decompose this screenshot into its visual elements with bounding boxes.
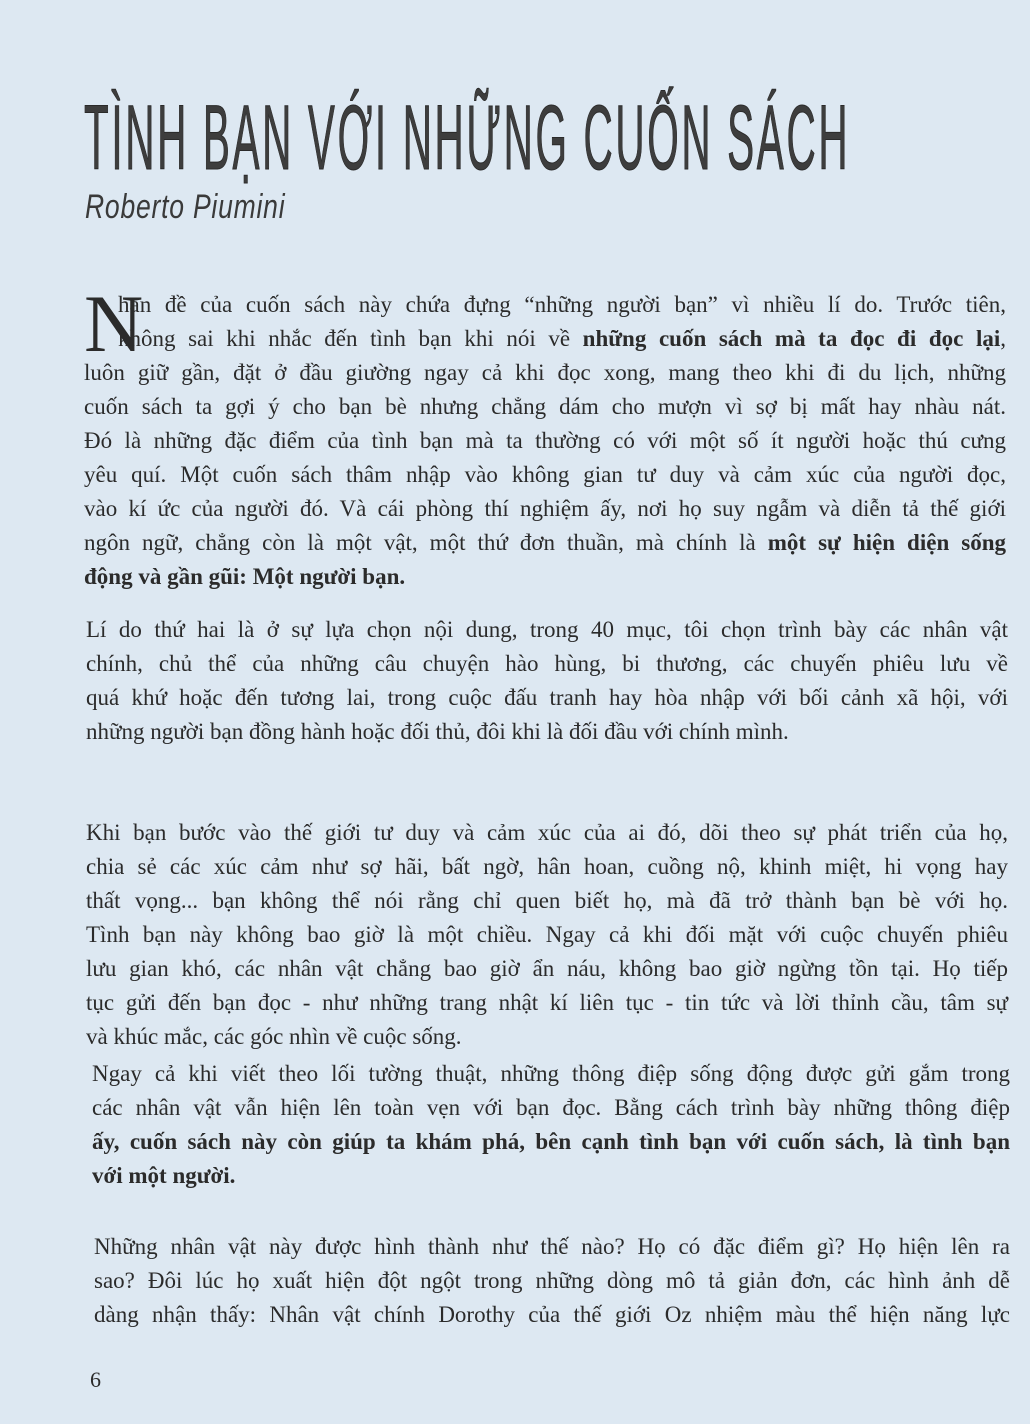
text-line (84, 492, 1006, 526)
bold-text: động và gần gũi: Một người bạn. (84, 564, 406, 589)
text-line (92, 1091, 1010, 1125)
page-number: 6 (90, 1367, 101, 1392)
text: chia sẻ các xúc cảm như sợ hãi, bất ngờ, hân hoan, cuồng nộ, khinh miệt, hi vọng hay (86, 854, 1008, 879)
text: , (1000, 326, 1006, 351)
text: han đề của cuốn sách này chứa đựng “những người bạn” vì nhiều lí do. Trước tiên, (118, 292, 1006, 317)
text: lưu gian khó, các nhân vật chẳng bao giờ ẩn náu, không bao giờ ngừng tồn tại. Họ tiếp (86, 956, 1008, 981)
text: Ngay cả khi viết theo lối tường thuật, những thông điệp sống động được gửi gắm trong (92, 1061, 1010, 1086)
text-line (86, 647, 1008, 681)
text: chính, chủ thể của những câu chuyện hào hùng, bi thương, các chuyến phiêu lưu về (86, 651, 1008, 676)
text-line (84, 322, 1006, 356)
paragraph-5 (94, 1230, 1010, 1332)
text: không sai khi nhắc đến tình bạn khi nói về (118, 326, 583, 351)
text-line (86, 850, 1008, 884)
text-line (86, 681, 1008, 715)
text: vào kí ức của người đó. Và cái phòng thí nghiệm ấy, nơi họ suy ngẫm và diễn tả thế giới (84, 496, 1006, 521)
bold-text: với một người. (92, 1163, 236, 1188)
text: tục gửi đến bạn đọc - như những trang nhật kí liên tục - tin tức và lời thỉnh cầu, tâm sự (86, 990, 1008, 1015)
text: các nhân vật vẫn hiện lên toàn vẹn với bạn đọc. Bằng cách trình bày những thông điệp (92, 1095, 1010, 1120)
text-line (84, 356, 1006, 390)
text-line (86, 715, 1008, 749)
text-line (94, 1230, 1010, 1264)
text-line (86, 1020, 1008, 1054)
text: quá khứ hoặc đến tương lai, trong cuộc đấu tranh hay hòa nhập với bối cảnh xã hội, với (86, 685, 1008, 710)
text: luôn giữ gần, đặt ở đầu giường ngay cả khi đọc xong, mang theo khi đi du lịch, những (84, 360, 1006, 385)
author-name: Roberto Piumini (85, 188, 286, 226)
text-line (84, 288, 1006, 322)
text-line (86, 986, 1008, 1020)
text: cuốn sách ta gợi ý cho bạn bè nhưng chẳng dám cho mượn vì sợ bị mất hay nhàu nát. (84, 394, 1006, 419)
text: thất vọng... bạn không thể nói rằng chỉ quen biết họ, mà đã trở thành bạn bè với họ. (86, 888, 1008, 913)
drop-cap: N (84, 278, 144, 369)
text: những người bạn đồng hành hoặc đối thủ, đôi khi là đối đầu với chính mình. (86, 719, 789, 744)
text: Tình bạn này không bao giờ là một chiều. Ngay cả khi đối mặt với cuộc chuyến phiêu (86, 922, 1008, 947)
text-line (86, 918, 1008, 952)
text-line (92, 1057, 1010, 1091)
text-line (86, 613, 1008, 647)
text: và khúc mắc, các góc nhìn về cuộc sống. (86, 1024, 462, 1049)
text: dàng nhận thấy: Nhân vật chính Dorothy của thế giới Oz nhiệm màu thể hiện năng lực (94, 1302, 1010, 1327)
bold-text: một sự hiện diện sống (767, 530, 1006, 555)
bold-text: những cuốn sách mà ta đọc đi đọc lại (582, 326, 1001, 351)
text-line (94, 1264, 1010, 1298)
paragraph-3 (86, 816, 1008, 1054)
text: Lí do thứ hai là ở sự lựa chọn nội dung, trong 40 mục, tôi chọn trình bày các nhân vật (86, 617, 1008, 642)
paragraph-2 (86, 613, 1008, 749)
text-line (84, 458, 1006, 492)
bold-text: ấy, cuốn sách này còn giúp ta khám phá, bên cạnh tình bạn với cuốn sách, là tình bạn (92, 1129, 1010, 1154)
text-line (84, 560, 1006, 594)
text-line (94, 1298, 1010, 1332)
text: Khi bạn bước vào thế giới tư duy và cảm xúc của ai đó, dõi theo sự phát triển của họ, (86, 820, 1008, 845)
text: Đó là những đặc điểm của tình bạn mà ta thường có với một số ít người hoặc thú cưng (84, 428, 1006, 453)
text-line (86, 884, 1008, 918)
text-line (86, 816, 1008, 850)
text-line (84, 526, 1006, 560)
paragraph-1 (84, 278, 1006, 594)
text-line (84, 390, 1006, 424)
text-line (86, 952, 1008, 986)
chapter-title: TÌNH BẠN VỚI NHỮNG CUỐN SÁCH (84, 87, 851, 189)
text-line (84, 424, 1006, 458)
text: Những nhân vật này được hình thành như thế nào? Họ có đặc điểm gì? Họ hiện lên ra (94, 1234, 1010, 1259)
paragraph-4 (92, 1057, 1010, 1193)
text: ngôn ngữ, chẳng còn là một vật, một thứ đơn thuần, mà chính là (84, 530, 768, 555)
text: yêu quí. Một cuốn sách thâm nhập vào không gian tư duy và cảm xúc của người đọc, (84, 462, 1006, 487)
text-line (92, 1125, 1010, 1159)
text: sao? Đôi lúc họ xuất hiện đột ngột trong những dòng mô tả giản đơn, các hình ảnh dễ (94, 1268, 1010, 1293)
text-line (92, 1159, 1010, 1193)
